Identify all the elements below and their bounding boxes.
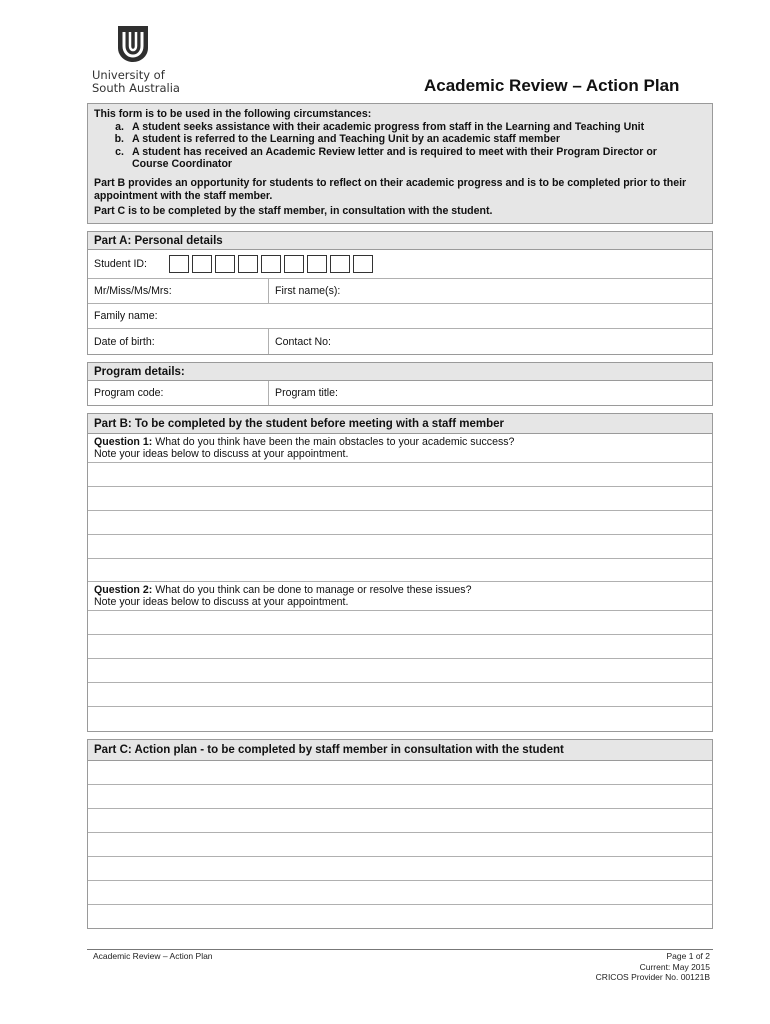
instructions-heading: This form is to be used in the following circumstances: — [94, 108, 372, 120]
part-b-note: Part B provides an opportunity for students to reflect on their academic progress and is to be completed prior to their appointment with the staff member. — [94, 176, 687, 202]
university-name — [92, 69, 180, 95]
question-2-note: Note your ideas below to discuss at your appointment. — [94, 596, 349, 609]
part-c-section — [87, 739, 713, 929]
program-code-field[interactable] — [88, 381, 269, 405]
student-id-digit-box[interactable] — [307, 255, 327, 273]
answer-line[interactable] — [88, 659, 712, 683]
list-text: A student seeks assistance with their academic progress from staff in the Learning and Teaching Unit — [132, 120, 645, 133]
question-1 — [88, 434, 712, 463]
student-id-digit-box[interactable] — [169, 255, 189, 273]
part-a-section — [87, 231, 713, 355]
program-heading: Program details: — [88, 363, 712, 381]
student-id-digit-box[interactable] — [238, 255, 258, 273]
family-name-row — [88, 304, 712, 329]
university-shield-icon — [116, 24, 150, 64]
question-1-text: What do you think have been the main obstacles to your academic success? — [155, 436, 515, 448]
list-item — [94, 146, 706, 171]
program-code-label: Program code: — [94, 387, 164, 399]
name-row — [88, 279, 712, 304]
action-line[interactable] — [88, 881, 712, 905]
program-section — [87, 362, 713, 406]
contact-field[interactable] — [269, 329, 337, 354]
cricos-number: CRICOS Provider No. 00121B — [595, 972, 710, 982]
question-2-text: What do you think can be done to manage or resolve these issues? — [155, 584, 472, 596]
answer-line[interactable] — [88, 487, 712, 511]
part-a-heading: Part A: Personal details — [88, 232, 712, 250]
first-name-field[interactable] — [269, 279, 346, 303]
title-field[interactable] — [88, 279, 269, 303]
list-text: A student is referred to the Learning and Teaching Unit by an academic staff member — [132, 133, 560, 146]
program-title-label: Program title: — [275, 387, 338, 399]
action-line[interactable] — [88, 761, 712, 785]
student-id-digit-box[interactable] — [353, 255, 373, 273]
answer-line[interactable] — [88, 511, 712, 535]
question-1-label: Question 1: — [94, 436, 153, 448]
student-id-digit-box[interactable] — [192, 255, 212, 273]
logo-line-1: University of — [92, 68, 165, 82]
question-2-label: Question 2: — [94, 584, 153, 596]
title-label: Mr/Miss/Ms/Mrs: — [94, 285, 172, 297]
family-name-label: Family name: — [94, 310, 158, 322]
program-row — [88, 381, 712, 405]
question-1-note: Note your ideas below to discuss at your appointment. — [94, 448, 349, 461]
current-date: Current: May 2015 — [639, 961, 710, 972]
part-c-note: Part C is to be completed by the staff member, in consultation with the student. — [94, 205, 493, 218]
answer-line[interactable] — [88, 559, 712, 582]
answer-line[interactable] — [88, 635, 712, 659]
program-title-field[interactable] — [269, 381, 344, 405]
list-marker: a. — [115, 120, 124, 133]
action-line[interactable] — [88, 905, 712, 928]
student-id-input[interactable] — [169, 255, 376, 273]
footer-divider — [87, 949, 713, 950]
question-2 — [88, 582, 712, 611]
action-line[interactable] — [88, 785, 712, 809]
part-c-heading: Part C: Action plan - to be completed by staff member in consultation with the student — [88, 740, 712, 761]
list-text: A student has received an Academic Review letter and is required to meet with their Program Director or Course Coordinator — [132, 145, 657, 171]
dob-label: Date of birth: — [94, 335, 155, 348]
student-id-digit-box[interactable] — [330, 255, 350, 273]
answer-line[interactable] — [88, 535, 712, 559]
list-marker: b. — [114, 133, 124, 146]
student-id-digit-box[interactable] — [261, 255, 281, 273]
answer-line[interactable] — [88, 683, 712, 707]
answer-line[interactable] — [88, 611, 712, 635]
dob-row — [88, 329, 712, 354]
part-b-section — [87, 413, 713, 732]
list-item — [94, 133, 706, 146]
dob-field[interactable] — [88, 329, 269, 354]
document-title: Academic Review – Action Plan — [424, 76, 680, 95]
family-name-field[interactable] — [88, 304, 712, 328]
student-id-row — [88, 250, 712, 279]
action-line[interactable] — [88, 833, 712, 857]
list-marker: c. — [115, 145, 124, 158]
student-id-digit-box[interactable] — [284, 255, 304, 273]
answer-line[interactable] — [88, 463, 712, 487]
contact-label: Contact No: — [275, 335, 331, 348]
page-number: Page 1 of 2 — [666, 951, 710, 961]
footer-document-name: Academic Review – Action Plan — [93, 951, 213, 961]
list-item — [94, 121, 706, 134]
part-b-heading: Part B: To be completed by the student before meeting with a staff member — [88, 414, 712, 434]
footer-meta — [596, 951, 710, 983]
action-line[interactable] — [88, 857, 712, 881]
first-name-label: First name(s): — [275, 285, 341, 297]
instructions-box — [87, 103, 713, 224]
action-line[interactable] — [88, 809, 712, 833]
answer-line[interactable] — [88, 707, 712, 729]
student-id-label: Student ID: — [94, 258, 147, 270]
logo-line-2: South Australia — [92, 81, 180, 95]
student-id-digit-box[interactable] — [215, 255, 235, 273]
